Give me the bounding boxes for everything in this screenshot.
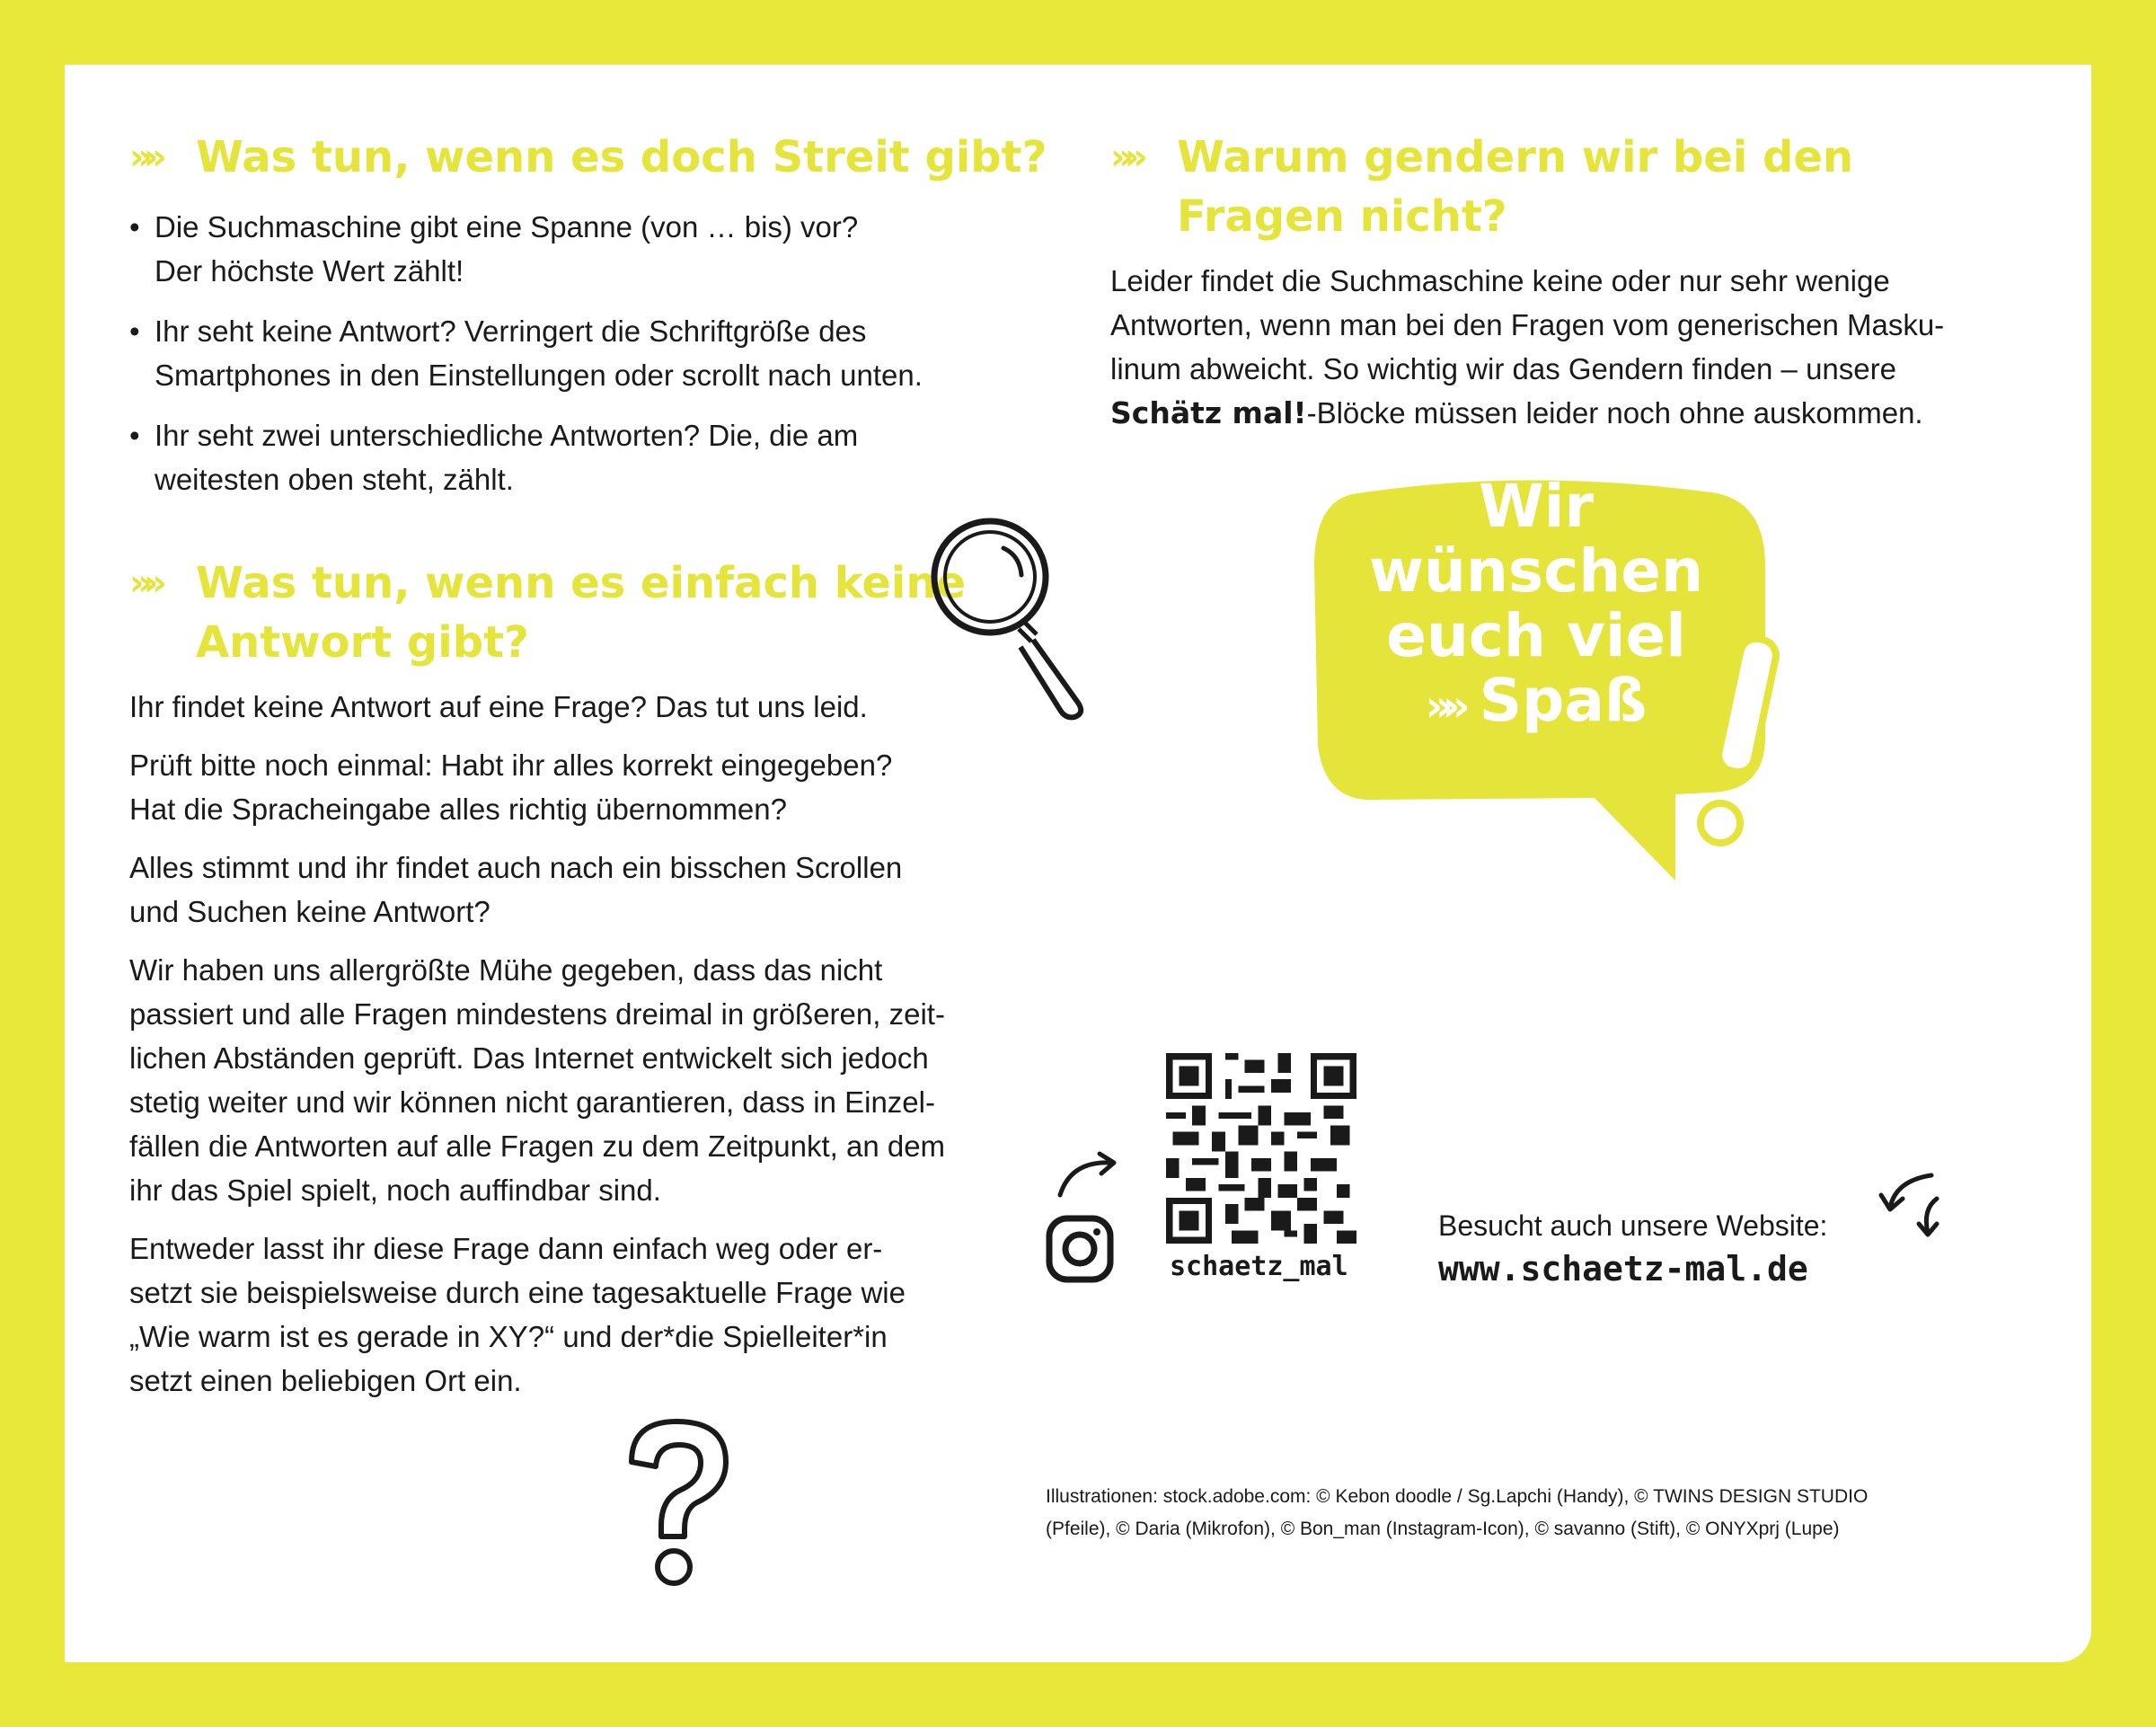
line: Ihr seht zwei unterschiedliche Antworten? Die, die am [155, 419, 859, 452]
section-heading-gendern [1110, 128, 2063, 246]
bubble-line: euch viel [1386, 601, 1686, 670]
gendern-paragraph: Leider findet die Suchmaschine keine oder nur sehr wenige Antworten, wenn man bei den Fragen vom generischen Masku- linum abweicht. So wichtig wir das Gendern finden – unsere Schätz mal!-Blöcke müssen leider noch ohne auskommen. [1110, 264, 1945, 430]
list-item [129, 309, 1100, 397]
paragraph: Alles stimmt und ihr findet auch nach ein bisschen Scrollen und Suchen keine Antwort? [129, 851, 903, 928]
paragraph: Ihr findet keine Antwort auf eine Frage? Das tut uns leid. [129, 690, 868, 723]
website-prompt: Besucht auch unsere Website: [1438, 1209, 1828, 1242]
paragraph: Wir haben uns allergrößte Mühe gegeben, dass das nicht passiert und alle Fragen mindestens dreimal in größeren, zeit- lichen Abständen geprüft. Das Internet entwickelt sich jedoch stetig weiter und wir können nicht garantieren, dass in Einzel- fällen die Antworten auf alle Fragen zu dem Zeitpunkt, an dem ihr das Spiel spielt, noch auffindbar sind. [129, 953, 946, 1207]
bubble-text [1330, 474, 1743, 739]
heading-line: Was tun, wenn es einfach keine [196, 558, 967, 608]
heading-line: Fragen nicht? [1177, 191, 1507, 242]
line: weitesten oben steht, zählt. [155, 463, 514, 496]
chevron-icon: »» [1425, 681, 1460, 731]
streit-bullet-list [129, 205, 1100, 501]
bubble-line: wünschen [1368, 536, 1704, 606]
credit-line: (Pfeile), © Daria (Mikrofon), © Bon_man (Instagram-Icon), © savanno (Stift), © ONYXprj (Lupe) [1046, 1519, 1840, 1539]
instagram-handle[interactable]: schaetz_mal [1170, 1251, 1348, 1282]
chevron-icon: »» [129, 137, 158, 178]
list-item [129, 413, 1100, 501]
curved-arrow-icon [1878, 1168, 1949, 1240]
line: Smartphones in den Einstellungen oder scrollt nach unten. [155, 359, 923, 392]
chevron-icon: »» [1110, 137, 1139, 178]
brand-name: Schätz mal! [1110, 395, 1307, 430]
heading-text [1177, 128, 1853, 246]
line: Ihr seht keine Antwort? Verringert die Schriftgröße des [155, 314, 867, 348]
illustration-credits [1046, 1481, 1989, 1545]
instagram-icon[interactable] [1044, 1213, 1116, 1285]
question-mark-icon [618, 1413, 735, 1592]
curved-arrow-icon [1053, 1150, 1125, 1204]
line: Die Suchmaschine gibt eine Spanne (von … bis) vor? [155, 210, 859, 244]
section-heading-streit [129, 128, 1100, 187]
heading-text: Was tun, wenn es doch Streit gibt? [196, 132, 1047, 182]
list-item [129, 205, 1100, 293]
heading-line: Antwort gibt? [196, 617, 529, 668]
heading-text [196, 554, 966, 672]
paragraph: Prüft bitte noch einmal: Habt ihr alles korrekt eingegeben? Hat die Spracheingabe alles richtig übernommen? [129, 748, 893, 826]
website-link[interactable]: www.schaetz-mal.de [1438, 1249, 1808, 1289]
credit-line: Illustrationen: stock.adobe.com: © Kebon doodle / Sg.Lapchi (Handy), © TWINS DESIGN STUDIO [1046, 1486, 1869, 1507]
bubble-line: »» Spaß [1425, 666, 1648, 735]
qr-code[interactable] [1166, 1053, 1356, 1244]
paragraph: Entweder lasst ihr diese Frage dann einfach weg oder er- setzt sie beispielsweise durch eine tagesaktuelle Frage wie „Wie warm ist es gerade in XY?“ und der*die Spielleiter*in setzt einen beliebigen Ort ein. [129, 1232, 906, 1397]
bubble-line: Wir [1479, 472, 1594, 541]
right-column [1110, 128, 2063, 435]
line: Der höchste Wert zählt! [155, 254, 464, 288]
chevron-icon: »» [129, 562, 158, 604]
heading-line: Warum gendern wir bei den [1177, 132, 1854, 182]
left-column [129, 128, 1100, 1417]
magnifier-icon [918, 505, 1098, 721]
